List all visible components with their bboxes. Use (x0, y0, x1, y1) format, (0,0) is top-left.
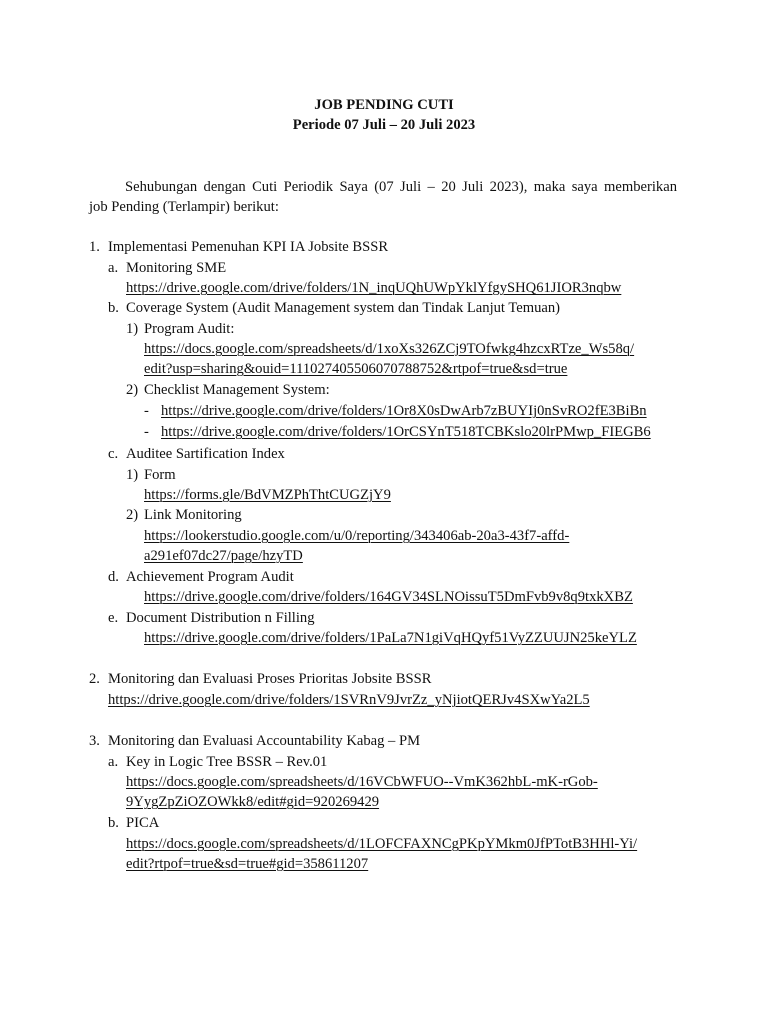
section-3a-link-line-1[interactable]: https://docs.google.com/spreadsheets/d/16VCbWFUO--VmK362hbL-mK-rGob- (126, 774, 598, 790)
section-1b2-dash-2: - (144, 424, 149, 440)
section-3b-label: PICA (126, 815, 160, 831)
section-1b2-label: Checklist Management System: (144, 382, 330, 398)
section-1b1-link-line-1[interactable]: https://docs.google.com/spreadsheets/d/1xoXs326ZCj9TOfwkg4hzcxRTze_Ws58q/ (144, 341, 635, 357)
section-2-title: Monitoring dan Evaluasi Proses Prioritas Jobsite BSSR (108, 671, 432, 687)
section-1e-label: Document Distribution n Filling (126, 610, 315, 626)
section-3b-link-line-2[interactable]: edit?rtpof=true&sd=true#gid=358611207 (126, 856, 369, 872)
section-1e-marker: e. (108, 610, 119, 626)
section-1c2-link-line-1[interactable]: https://lookerstudio.google.com/u/0/reporting/343406ab-20a3-43f7-affd- (144, 528, 570, 544)
section-1c2-link-line-2[interactable]: a291ef07dc27/page/hzyTD (144, 548, 303, 564)
section-1c1-marker: 1) (126, 467, 139, 483)
section-3a-label: Key in Logic Tree BSSR – Rev.01 (126, 754, 328, 770)
section-1b2-link-2[interactable]: https://drive.google.com/drive/folders/1OrCSYnT518TCBKslo20lrPMwp_FIEGB6 (161, 424, 651, 440)
section-1e-link[interactable]: https://drive.google.com/drive/folders/1PaLa7N1giVqHQyf51VyZZUUJN25keYLZ (144, 630, 637, 646)
section-1c-label: Auditee Sartification Index (126, 446, 285, 462)
document-title: JOB PENDING CUTI (314, 97, 454, 113)
section-3b-marker: b. (108, 815, 119, 831)
section-3b-link-line-1[interactable]: https://docs.google.com/spreadsheets/d/1LOFCFAXNCgPKpYMkm0JfPTotB3HHl-Yi/ (126, 836, 638, 852)
section-1c1-label: Form (144, 467, 176, 483)
section-1b-marker: b. (108, 300, 119, 316)
section-1b1-label: Program Audit: (144, 321, 235, 337)
section-1b2-dash-1: - (144, 403, 149, 419)
section-3-title: Monitoring dan Evaluasi Accountability Kabag – PM (108, 733, 421, 749)
document-period: Periode 07 Juli – 20 Juli 2023 (292, 117, 476, 133)
section-3-number: 3. (89, 733, 100, 749)
section-1c-marker: c. (108, 446, 119, 462)
intro-line-1: Sehubungan dengan Cuti Periodik Saya (07 Juli – 20 Juli 2023), maka saya memberikan (125, 179, 677, 195)
section-1b1-link-line-2[interactable]: edit?usp=sharing&ouid=111027405506070788752&rtpof=true&sd=true (144, 361, 568, 377)
section-1c2-label: Link Monitoring (144, 507, 242, 523)
section-1b2-marker: 2) (126, 382, 139, 398)
section-1d-link[interactable]: https://drive.google.com/drive/folders/164GV34SLNOissuT5DmFvb9v8q9txkXBZ (144, 589, 633, 605)
section-1a-link[interactable]: https://drive.google.com/drive/folders/1N_inqUQhUWpYklYfgySHQ61JIOR3nqbw (126, 280, 622, 296)
section-1-number: 1. (89, 239, 100, 255)
intro-line-2: job Pending (Terlampir) berikut: (89, 199, 279, 215)
section-1d-marker: d. (108, 569, 119, 585)
section-1b-label: Coverage System (Audit Management system dan Tindak Lanjut Temuan) (126, 300, 561, 316)
section-2-link[interactable]: https://drive.google.com/drive/folders/1SVRnV9JvrZz_yNjiotQERJv4SXwYa2L5 (108, 692, 590, 708)
section-1b2-link-1[interactable]: https://drive.google.com/drive/folders/1Or8X0sDwArb7zBUYIj0nSvRO2fE3BiBn (161, 403, 647, 419)
section-1b1-marker: 1) (126, 321, 139, 337)
section-3a-marker: a. (108, 754, 119, 770)
section-2-number: 2. (89, 671, 100, 687)
section-3a-link-line-2[interactable]: 9YygZpZiOZOWkk8/edit#gid=920269429 (126, 794, 380, 810)
section-1a-label: Monitoring SME (126, 260, 227, 276)
section-1c1-link[interactable]: https://forms.gle/BdVMZPhThtCUGZjY9 (144, 487, 391, 503)
section-1c2-marker: 2) (126, 507, 139, 523)
section-1-title: Implementasi Pemenuhan KPI IA Jobsite BSSR (108, 239, 389, 255)
section-1d-label: Achievement Program Audit (126, 569, 294, 585)
section-1a-marker: a. (108, 260, 119, 276)
